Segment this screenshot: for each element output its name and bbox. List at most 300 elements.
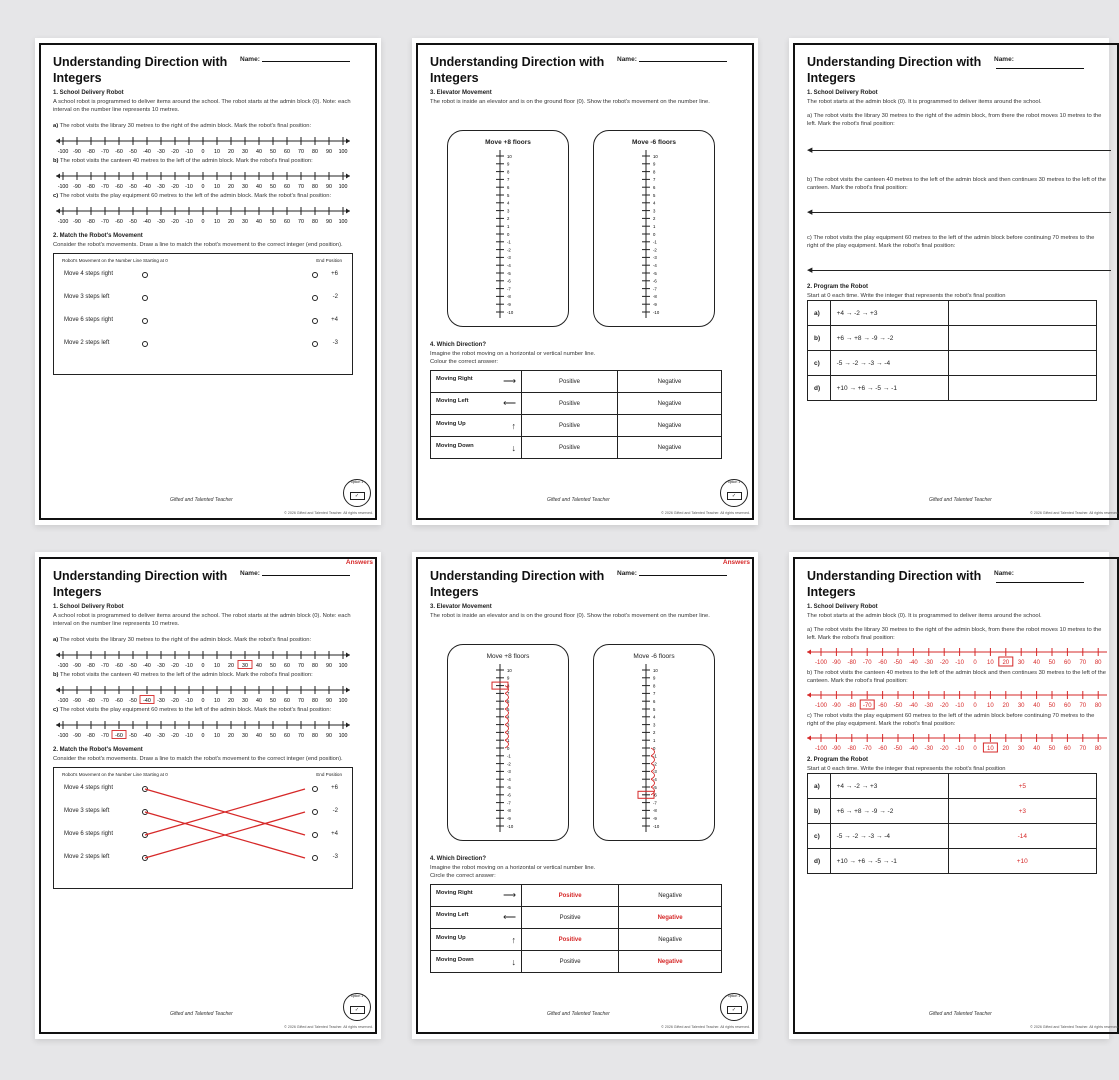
elevator-title: Move +8 floors: [485, 139, 531, 146]
tick-label: 30: [1017, 703, 1025, 709]
arrow-left-icon: [56, 139, 60, 144]
match-lines: [54, 768, 344, 886]
program-row: [808, 326, 1097, 351]
vertical-number-line: [448, 660, 568, 840]
tick-label: 0: [507, 745, 510, 751]
direction-row: [431, 929, 722, 951]
arrow-left-icon: ⟵: [503, 912, 516, 922]
program-answer[interactable]: [949, 301, 1097, 326]
tick-label: -90: [832, 703, 841, 709]
copyright: © 2026 Gifted and Talented Teacher. All rights reserved.: [1030, 1025, 1119, 1029]
name-field: [994, 570, 1097, 584]
brand-logo: Gifted and Talented Teacher: [929, 497, 992, 503]
intro-text: Start at 0 each time. Write the integer that represents the robot's final position: [807, 293, 1006, 299]
number-line-c: [53, 203, 353, 225]
tick-label: -5: [653, 270, 657, 276]
tick-label: 10: [214, 698, 220, 704]
tick-label: -3: [653, 769, 657, 775]
tick-label: -50: [893, 703, 903, 709]
elevator-panel-down: [593, 644, 715, 841]
option-seal: [343, 479, 371, 507]
tick-label: 30: [242, 663, 248, 669]
tick-label: -30: [924, 703, 934, 709]
tick-label: -20: [939, 703, 949, 709]
tick-label: 60: [284, 698, 290, 704]
negative-option[interactable]: Negative: [619, 929, 722, 951]
tick-label: 3: [507, 208, 510, 214]
arrow-left-icon: ⟵: [503, 398, 516, 408]
line: [811, 150, 1111, 151]
tick-label: 70: [298, 184, 304, 190]
number-line-svg: [53, 682, 353, 704]
worksheet-page-1: [35, 38, 381, 525]
direction-label: Moving Right: [436, 376, 473, 382]
name-label: Name:: [994, 570, 1014, 577]
question-b-label: b): [53, 672, 59, 678]
tick-label: 0: [973, 703, 977, 709]
option-seal: [343, 993, 371, 1021]
tick-label: 30: [242, 219, 248, 225]
tick-label: 0: [201, 698, 205, 704]
tick-label: -20: [939, 660, 949, 666]
right-dot[interactable]: [312, 341, 318, 347]
tick-label: -60: [878, 660, 887, 666]
program-expression: +6 → +8 → -9 → -2: [830, 799, 948, 824]
table-header-left: Robot's Movement on the Number Line Starting at 0: [62, 772, 168, 777]
program-answer[interactable]: [949, 376, 1097, 401]
tick-label: 3: [653, 722, 656, 728]
tick-label: -70: [101, 149, 109, 155]
left-dot[interactable]: [142, 318, 148, 324]
tick-label: 9: [653, 161, 656, 167]
move-label: Move 2 steps left: [64, 854, 110, 860]
end-value: +6: [331, 271, 338, 277]
tick-label: 70: [1079, 703, 1087, 709]
tick-label: -6: [507, 792, 511, 798]
end-value: -3: [332, 340, 338, 346]
worksheet-title: Understanding Direction with Integers: [53, 55, 228, 85]
name-line: [996, 582, 1084, 583]
negative-option[interactable]: Negative: [617, 437, 721, 459]
tick-label: 7: [507, 691, 510, 697]
tick-label: 30: [1017, 660, 1025, 666]
tick-label: 80: [312, 184, 318, 190]
brand-logo: Gifted and Talented Teacher: [170, 497, 233, 503]
tick-label: 1: [507, 738, 510, 743]
arrow-right-icon: ⟶: [503, 890, 516, 900]
question-a: [53, 636, 353, 644]
tick-label: 20: [228, 663, 234, 669]
tick-label: -20: [171, 219, 179, 225]
negative-option[interactable]: Negative: [617, 393, 721, 415]
tick-label: 8: [653, 169, 656, 175]
tick-label: -10: [653, 823, 660, 829]
tick-label: -1: [507, 753, 511, 759]
tick-label: 30: [242, 149, 248, 155]
number-line-a: [807, 128, 1097, 174]
positive-option[interactable]: Positive: [522, 929, 619, 951]
left-dot[interactable]: [142, 295, 148, 301]
tick-label: 100: [338, 698, 348, 704]
tick-label: 6: [653, 699, 656, 704]
tick-label: -1: [653, 239, 657, 245]
line: [811, 212, 1111, 213]
question-a: a) The robot visits the library 30 metres to the right of the admin block, from there the robot moves 10 metres to the left. Mark the robot's final position:: [807, 113, 1102, 127]
tick-label: 0: [201, 149, 205, 155]
positive-option[interactable]: Positive: [522, 415, 618, 437]
tick-label: -90: [73, 184, 81, 190]
tick-label: 9: [653, 675, 656, 681]
negative-option[interactable]: Negative: [617, 415, 721, 437]
tick-label: 0: [973, 746, 977, 752]
tick-label: 10: [987, 703, 994, 709]
tick-label: -90: [73, 219, 81, 225]
brand-logo: Gifted and Talented Teacher: [929, 1011, 992, 1017]
brand-logo: Gifted and Talented Teacher: [547, 1011, 610, 1017]
tick-label: 90: [326, 219, 332, 225]
name-label: Name:: [994, 56, 1014, 63]
number-line-b: [807, 192, 1097, 232]
name-line: [639, 575, 727, 576]
arrow-left-icon: [807, 736, 811, 741]
program-answer[interactable]: +3: [948, 799, 1096, 824]
tick-label: -10: [185, 733, 193, 739]
tick-label: -80: [847, 660, 857, 666]
tick-label: -90: [73, 733, 81, 739]
left-dot[interactable]: [142, 272, 148, 278]
tick-label: -60: [115, 149, 123, 155]
tick-label: -2: [653, 247, 657, 253]
direction-row: [431, 885, 722, 907]
tick-label: -10: [507, 823, 514, 829]
tick-label: 50: [1048, 746, 1056, 752]
tick-label: 60: [284, 184, 290, 190]
end-value: -3: [332, 854, 338, 860]
tick-label: -1: [653, 753, 657, 759]
tick-label: 20: [228, 698, 234, 704]
vertical-line-svg: [448, 660, 566, 835]
tick-label: -10: [185, 663, 193, 669]
direction-label: Moving Left: [436, 398, 469, 404]
arrow-left-icon: ◀: [807, 209, 813, 216]
question-b: [53, 671, 353, 679]
section-heading: 2. Program the Robot: [807, 757, 869, 763]
tick-label: -40: [909, 660, 918, 666]
intro-text: A school robot is programmed to deliver items around the school. The robot starts at the admin block (0). Note: each interval on the number line represents 10 metres.: [53, 99, 351, 113]
tick-label: 7: [507, 177, 510, 183]
tick-label: -90: [73, 663, 81, 669]
positive-option[interactable]: Positive: [522, 951, 619, 973]
number-line-b: [807, 688, 1102, 710]
tick-label: -70: [101, 219, 109, 225]
tick-label: 20: [228, 733, 234, 739]
tick-label: 50: [270, 184, 276, 190]
tick-label: 90: [326, 663, 332, 669]
right-dot[interactable]: [312, 318, 318, 324]
tick-label: -50: [129, 663, 137, 669]
tick-label: 70: [298, 733, 304, 739]
tick-label: -90: [73, 149, 81, 155]
worksheet-title: Understanding Direction with Integers: [807, 55, 982, 85]
tick-label: 30: [242, 184, 248, 190]
program-label: d): [808, 376, 831, 401]
tick-label: -80: [847, 703, 857, 709]
number-line-svg: [807, 645, 1107, 667]
tick-label: 10: [987, 660, 994, 666]
tick-label: 70: [298, 219, 304, 225]
positive-option[interactable]: Positive: [522, 885, 619, 907]
question-c: [53, 192, 353, 200]
tick-label: -60: [115, 698, 123, 704]
tick-label: 70: [298, 149, 304, 155]
tick-label: -80: [87, 663, 95, 669]
tick-label: 20: [228, 184, 234, 190]
copyright: © 2026 Gifted and Talented Teacher. All rights reserved.: [284, 511, 373, 515]
tick-label: 10: [507, 667, 512, 673]
tick-label: 40: [256, 149, 262, 155]
direction-row: [431, 393, 722, 415]
tick-label: -4: [653, 263, 657, 268]
table-header-left: Robot's Movement on the Number Line Starting at 0: [62, 258, 168, 263]
direction-label-cell: [431, 885, 522, 907]
negative-option[interactable]: Negative: [619, 885, 722, 907]
program-answer[interactable]: +5: [948, 774, 1096, 799]
direction-label-cell: [431, 907, 522, 929]
question-c: c) The robot visits the play equipment 60 metres to the left of the admin block before continuing 70 metres to the right of the play equipment. Mark the robot's final position:: [807, 713, 1095, 727]
tick-label: 10: [507, 153, 512, 159]
positive-option[interactable]: Positive: [522, 371, 618, 393]
table-header-right: End Position: [316, 258, 342, 263]
tick-label: -3: [507, 255, 511, 261]
tick-label: 10: [214, 733, 220, 739]
number-line-c: [807, 250, 1097, 280]
tick-label: -8: [653, 294, 657, 300]
number-line-svg: [807, 688, 1107, 710]
arrow-up-icon: ↑: [511, 420, 516, 431]
direction-label: Moving Down: [436, 956, 474, 963]
tick-label: -70: [101, 663, 109, 669]
arrow-right-icon: [346, 174, 350, 179]
tick-label: -5: [507, 784, 511, 790]
worksheet-title: Understanding Direction with Integers: [53, 569, 228, 599]
program-table: [807, 773, 1097, 874]
question-a-label: a): [53, 637, 59, 643]
tick-label: -40: [909, 746, 918, 752]
tick-label: 7: [653, 177, 656, 183]
positive-option[interactable]: Positive: [522, 437, 618, 459]
program-row: [808, 351, 1097, 376]
tick-label: -30: [924, 746, 934, 752]
program-expression: +4 → -2 → +3: [830, 301, 948, 326]
tick-label: -9: [507, 816, 511, 821]
section-heading: 1. School Delivery Robot: [807, 604, 878, 610]
elevator-title: Move -6 floors: [633, 653, 675, 660]
program-answer[interactable]: [949, 326, 1097, 351]
arrow-left-icon: ◀: [807, 267, 813, 274]
tick-label: 60: [1064, 660, 1071, 666]
tick-label: 40: [256, 184, 262, 190]
section-heading: 1. School Delivery Robot: [53, 604, 124, 610]
program-expression: -5 → -2 → -3 → -4: [830, 824, 948, 849]
program-answer[interactable]: +10: [948, 849, 1096, 874]
left-dot[interactable]: [142, 341, 148, 347]
option-seal: [720, 993, 748, 1021]
answers-label: Answers: [722, 559, 750, 566]
program-answer[interactable]: [949, 351, 1097, 376]
arrow-right-icon: [346, 139, 350, 144]
arrow-left-icon: [56, 653, 60, 658]
name-label: Name:: [240, 570, 260, 577]
section-heading: 1. School Delivery Robot: [53, 90, 124, 96]
name-line: [262, 61, 350, 62]
end-value: +4: [331, 317, 338, 323]
number-line-a: [53, 133, 353, 155]
brand-logo: Gifted and Talented Teacher: [547, 497, 610, 503]
tick-label: 80: [312, 733, 318, 739]
vertical-number-line: [594, 660, 714, 840]
end-value: +4: [331, 831, 338, 837]
tick-label: -80: [87, 184, 95, 190]
tick-label: 40: [1033, 746, 1040, 752]
arrow-right-icon: [346, 688, 350, 693]
direction-label-cell: [431, 929, 522, 951]
tick-label: 60: [284, 663, 290, 669]
tick-label: 10: [214, 663, 220, 669]
check-icon: ✓: [727, 1006, 742, 1014]
tick-label: 30: [242, 698, 248, 704]
arrow-left-icon: [56, 209, 60, 214]
copyright: © 2026 Gifted and Talented Teacher. All rights reserved.: [661, 1025, 750, 1029]
tick-label: -7: [653, 800, 657, 806]
tick-label: 20: [228, 149, 234, 155]
tick-label: -70: [862, 660, 872, 666]
tick-label: 2: [653, 216, 656, 222]
direction-table: [430, 884, 722, 973]
move-label: Move 4 steps right: [64, 785, 114, 791]
question-b: b) The robot visits the canteen 40 metres to the left of the admin block and then continues 30 metres to the left of the canteen. Mark the robot's final position:: [807, 177, 1106, 191]
tick-label: 100: [338, 663, 348, 669]
section-heading: 3. Elevator Movement: [430, 90, 492, 96]
name-line: [262, 575, 350, 576]
tick-label: -50: [129, 698, 137, 704]
number-line-a: [807, 645, 1102, 667]
intro-text: Consider the robot's movements. Draw a line to match the robot's movement to the correct integer (end position).: [53, 756, 343, 762]
tick-label: -30: [157, 733, 165, 739]
tick-label: 80: [1094, 703, 1102, 709]
question-b-text: The robot visits the canteen 40 metres to the left of the admin block. Mark the robot's final position:: [60, 672, 313, 678]
program-expression: -5 → -2 → -3 → -4: [830, 351, 948, 376]
tick-label: 6: [507, 699, 510, 704]
tick-label: -10: [507, 309, 514, 315]
tick-label: -8: [507, 808, 511, 814]
question-a-label: a): [53, 123, 59, 129]
tick-label: 60: [284, 149, 290, 155]
worksheet-page-3: [789, 38, 1119, 525]
intro-text: Imagine the robot moving on a horizontal or vertical number line.: [430, 351, 596, 357]
tick-label: -100: [57, 733, 69, 739]
tick-label: -50: [129, 149, 137, 155]
tick-label: -20: [171, 698, 179, 704]
tick-label: -10: [955, 746, 964, 752]
tick-label: 40: [256, 663, 262, 669]
program-answer[interactable]: -14: [948, 824, 1096, 849]
tick-label: -40: [909, 703, 918, 709]
tick-label: 30: [242, 733, 248, 739]
tick-label: 80: [1094, 746, 1102, 752]
question-c-text: The robot visits the play equipment 60 metres to the left of the admin block. Mark the robot's final position:: [59, 193, 332, 199]
tick-label: 0: [201, 184, 205, 190]
intro-text: Start at 0 each time. Write the integer that represents the robot's final position: [807, 766, 1006, 772]
section-heading: 2. Program the Robot: [807, 284, 869, 290]
tick-label: -20: [171, 733, 179, 739]
tick-label: -70: [101, 184, 109, 190]
negative-option[interactable]: Negative: [617, 371, 721, 393]
tick-label: -8: [653, 808, 657, 814]
worksheet-page-2: [412, 38, 758, 525]
negative-option[interactable]: Negative: [619, 907, 722, 929]
positive-option[interactable]: Positive: [522, 393, 618, 415]
elevator-title: Move +8 floors: [486, 653, 530, 660]
program-label: c): [808, 351, 831, 376]
tick-label: 0: [201, 733, 205, 739]
move-label: Move 3 steps left: [64, 808, 110, 814]
elevator-panel-up: [447, 644, 569, 841]
tick-label: -6: [653, 278, 657, 284]
tick-label: 40: [256, 219, 262, 225]
question-a-text: The robot visits the library 30 metres to the right of the admin block. Mark the robot's final position:: [59, 637, 312, 643]
program-expression: +10 → +6 → -5 → -1: [830, 849, 948, 874]
end-value: -2: [332, 808, 338, 814]
right-dot[interactable]: [312, 295, 318, 301]
right-dot[interactable]: [312, 272, 318, 278]
tick-label: -20: [171, 149, 179, 155]
direction-row: [431, 371, 722, 393]
question-a: [53, 122, 353, 130]
tick-label: -9: [653, 302, 657, 307]
tick-label: 7: [653, 691, 656, 697]
tick-label: 6: [507, 185, 510, 190]
instruction-text: Colour the correct answer:: [430, 359, 498, 365]
tick-label: -70: [862, 746, 872, 752]
tick-label: 70: [298, 663, 304, 669]
direction-label: Moving Right: [436, 890, 473, 896]
tick-label: 100: [338, 149, 348, 155]
negative-option[interactable]: Negative: [619, 951, 722, 973]
tick-label: 20: [1002, 660, 1010, 666]
tick-label: -40: [143, 149, 151, 155]
tick-label: -50: [129, 733, 137, 739]
tick-label: 80: [312, 149, 318, 155]
tick-label: 5: [653, 192, 656, 198]
tick-label: 80: [312, 663, 318, 669]
tick-label: -10: [955, 660, 964, 666]
tick-label: 50: [270, 149, 276, 155]
tick-label: 4: [653, 714, 656, 720]
tick-label: 50: [270, 733, 276, 739]
tick-label: 60: [1064, 703, 1071, 709]
number-line-svg: [53, 647, 353, 669]
tick-label: 10: [214, 149, 220, 155]
tick-label: -60: [115, 219, 123, 225]
question-b-label: b): [53, 158, 59, 164]
tick-label: -100: [57, 219, 69, 225]
positive-option[interactable]: Positive: [522, 907, 619, 929]
tick-label: -70: [101, 698, 109, 704]
tick-label: 5: [507, 706, 510, 712]
question-c: c) The robot visits the play equipment 60 metres to the left of the admin block before continuing 70 metres to the right of the play equipment. Mark the robot's final position:: [807, 235, 1095, 249]
program-table: [807, 300, 1097, 401]
program-label: b): [808, 799, 831, 824]
